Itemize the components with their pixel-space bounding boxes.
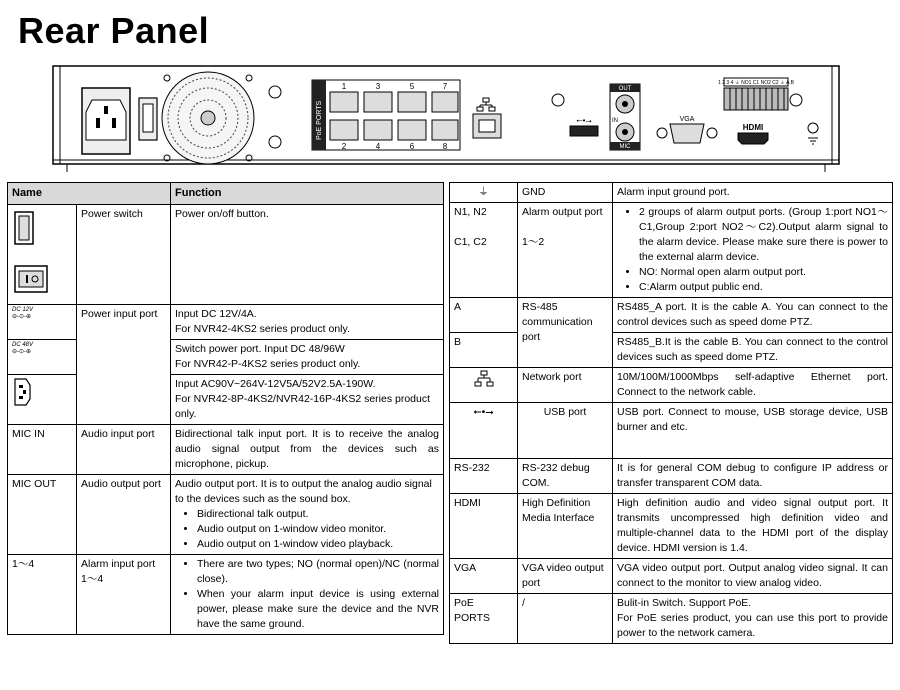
power-input-12v: Input DC 12V/4A. bbox=[175, 308, 257, 320]
power-switch-label: Power switch bbox=[77, 205, 171, 305]
alarm-terminal-block[interactable] bbox=[718, 78, 795, 110]
power-switch-function: Power on/off button. bbox=[171, 205, 444, 305]
alarm-out-bullets bbox=[617, 205, 888, 295]
list-item: • Bidirectional talk output. bbox=[197, 507, 439, 522]
rear-panel-diagram bbox=[0, 55, 900, 175]
rs485-a-function: RS485_A port. It is the cable A. You can connect to the control devices such as speed dome PTZ. bbox=[613, 298, 893, 333]
power-input-48v-note: For NVR42-P-4KS2 series product only. bbox=[175, 358, 361, 370]
ac-socket-icon bbox=[12, 377, 32, 407]
port-5: 5 bbox=[409, 82, 415, 91]
usb-label: USB port bbox=[518, 403, 613, 459]
dc48-icon: DC 48V bbox=[12, 342, 34, 348]
mic-in-label: Audio input port bbox=[77, 425, 171, 475]
vga-label: VGA bbox=[679, 116, 695, 123]
rs485-b-function: RS485_B.It is the cable B. You can connect to the control devices such as speed dome PTZ. bbox=[613, 333, 893, 368]
mic-out-label: Audio output port bbox=[77, 475, 171, 555]
usb-icon: ⭠•⭢ bbox=[576, 116, 592, 125]
port-1: 1 bbox=[341, 82, 347, 91]
mic-in-function: Bidirectional talk input port. It is to receive the analog audio signal output from the devices such as microphone, pickup. bbox=[171, 425, 444, 475]
usb-function: USB port. Connect to mouse, USB storage device, USB burner and etc. bbox=[613, 403, 893, 459]
list-item: • C:Alarm output public end. bbox=[639, 280, 888, 295]
left-port-table bbox=[7, 182, 444, 635]
port-4: 4 bbox=[375, 142, 381, 151]
port-2: 2 bbox=[341, 142, 347, 151]
vga-label: VGA video output port bbox=[518, 559, 613, 594]
rs232-code: RS-232 bbox=[450, 459, 518, 494]
poe-code: PoE bbox=[454, 597, 474, 609]
list-item: • NO: Normal open alarm output port. bbox=[639, 265, 888, 280]
power-input-48v: Switch power port. Input DC 48/96W bbox=[175, 343, 345, 355]
vga-function: VGA video output port. Output analog video signal. It can connect to the monitor to view analog video. bbox=[613, 559, 893, 594]
hdmi-code: HDMI bbox=[450, 494, 518, 559]
dc-polarity-icon: ⊖-⊙-⊕ bbox=[12, 349, 32, 355]
right-port-table bbox=[449, 182, 893, 644]
poe-label: PoE PORTS bbox=[316, 100, 323, 140]
terminal-numbers: 1 2 3 4 ⏚ NO1 C1 NO2 C2 ⏚ A B bbox=[718, 80, 794, 86]
list-item: • Audio output on 1-window video monitor. bbox=[197, 522, 439, 537]
gnd-name: GND bbox=[518, 183, 613, 203]
alarm-in-label: Alarm input port bbox=[81, 558, 156, 570]
list-item: • 2 groups of alarm output ports. (Group 1:port NO1～C1,Group 2:port NO2～C2).Output alarm signal to the alarm device. Please make sure there is power to the external alarm device. bbox=[639, 205, 888, 265]
network-icon bbox=[473, 370, 495, 388]
audio-out-label: OUT bbox=[618, 86, 632, 92]
ground-symbol-icon: ⏚ bbox=[478, 186, 489, 198]
poe-label: / bbox=[518, 594, 613, 644]
page-title: Rear Panel bbox=[18, 10, 210, 51]
rs485-label: RS-485 communication port bbox=[518, 298, 613, 368]
poe-function-note: For PoE series product, you can use this port to provide power to the network camera. bbox=[617, 612, 888, 639]
power-switch-icon[interactable] bbox=[139, 98, 157, 140]
mic-out-function: Audio output port. It is to output the analog audio signal to the devices such as the sound box. bbox=[175, 478, 432, 505]
dc12-icon: DC 12V bbox=[12, 307, 34, 313]
usb-icon: ⭠•⭢ bbox=[473, 406, 494, 418]
alarm-out-range: 1～2 bbox=[522, 236, 545, 248]
hdmi-label: HDMI bbox=[742, 123, 764, 132]
power-switch-horizontal-icon bbox=[14, 265, 48, 293]
port-7: 7 bbox=[442, 82, 448, 91]
hdmi-function: High definition audio and video signal output port. It transmits uncompressed high definition video and multiple-channel data to the HDMI port of the display device. HDMI version is 1.4. bbox=[613, 494, 893, 559]
list-item: • Audio output on 1-window video playback. bbox=[197, 537, 439, 552]
mic-out-name: MIC OUT bbox=[8, 475, 77, 555]
network-label: Network port bbox=[518, 368, 613, 403]
power-switch-vertical-icon bbox=[14, 211, 34, 245]
alarm-out-code-n: N1, N2 bbox=[454, 206, 487, 218]
audio-in-label: IN bbox=[612, 118, 618, 124]
alarm-in-bullets bbox=[175, 557, 439, 632]
port-6: 6 bbox=[409, 142, 415, 151]
alarm-in-range: 1～4 bbox=[81, 573, 104, 585]
poe-ports[interactable] bbox=[312, 80, 460, 151]
rs232-label: RS-232 debug COM. bbox=[518, 459, 613, 494]
power-input-ac: Input AC90V~264V-12V5A/52V2.5A-190W. bbox=[175, 378, 376, 390]
power-input-label: Power input port bbox=[77, 305, 171, 425]
port-3: 3 bbox=[375, 82, 381, 91]
gnd-function: Alarm input ground port. bbox=[613, 183, 893, 203]
list-item: • When your alarm input device is using external power, please make sure the device and the NVR have the same ground. bbox=[197, 587, 439, 632]
mic-label: MIC bbox=[619, 144, 631, 150]
header-name: Name bbox=[8, 183, 171, 205]
list-item: • There are two types; NO (normal open)/NC (normal close). bbox=[197, 557, 439, 587]
alarm-out-label: Alarm output port bbox=[522, 206, 603, 218]
audio-ports[interactable] bbox=[610, 84, 640, 150]
poe-code-ports: PORTS bbox=[454, 612, 490, 624]
fan-icon bbox=[162, 72, 254, 164]
port-8: 8 bbox=[442, 142, 448, 151]
header-function: Function bbox=[171, 183, 444, 205]
power-socket-icon bbox=[82, 88, 130, 154]
mic-out-bullets bbox=[175, 507, 439, 552]
power-input-ac-note: For NVR42-8P-4KS2/NVR42-16P-4KS2 series product only. bbox=[175, 393, 431, 420]
power-input-12v-note: For NVR42-4KS2 series product only. bbox=[175, 323, 350, 335]
poe-function: Bulit-in Switch. Support PoE. bbox=[617, 597, 752, 609]
rs485-a-code: A bbox=[450, 298, 518, 333]
alarm-in-name: 1～4 bbox=[8, 555, 77, 635]
mic-in-name: MIC IN bbox=[8, 425, 77, 475]
vga-code: VGA bbox=[450, 559, 518, 594]
network-function: 10M/100M/1000Mbps self-adaptive Ethernet port. Connect to the network cable. bbox=[613, 368, 893, 403]
rs485-b-code: B bbox=[450, 333, 518, 368]
hdmi-label: High Definition Media Interface bbox=[518, 494, 613, 559]
rs232-function: It is for general COM debug to configure IP address or transfer transparent COM data. bbox=[613, 459, 893, 494]
alarm-out-code-c: C1, C2 bbox=[454, 236, 487, 248]
dc-polarity-icon: ⊖-⊙-⊕ bbox=[12, 314, 32, 320]
